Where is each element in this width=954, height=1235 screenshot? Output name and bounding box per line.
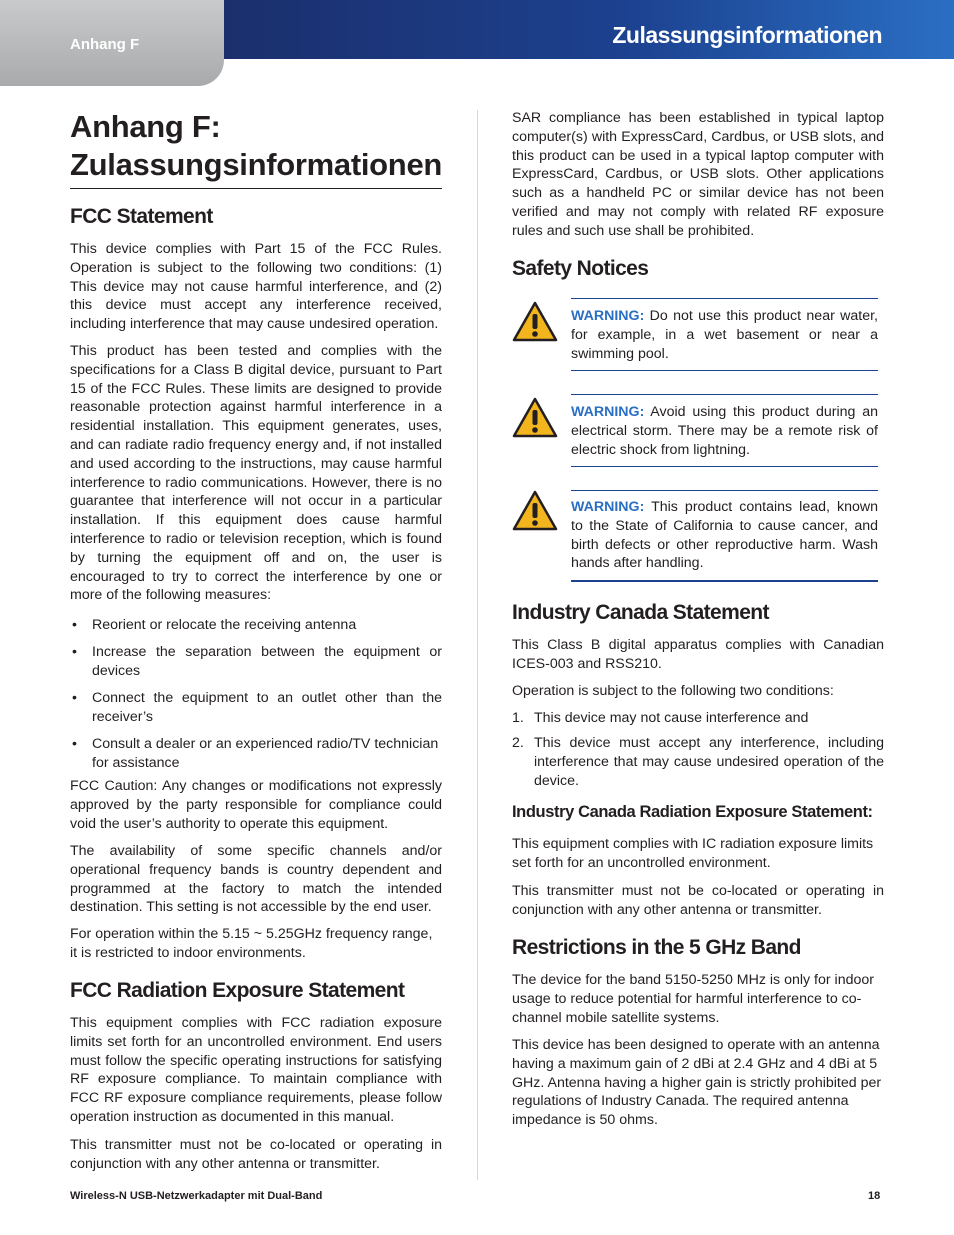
warning-bottom-rule	[571, 466, 878, 467]
list-item: • Increase the separation between the equipment or devices	[70, 643, 442, 681]
header-title-bar	[224, 0, 954, 59]
warning-message: This product contains lead, known to the State of California to cause cancer, and birth defects or other reproductive harm. Wash hands after handling.	[571, 499, 878, 572]
fcc-caution: FCC Caution: Any changes or modifications not expressly approved by the party responsible for compliance could void the user’s authority to operate this equipment.	[70, 778, 442, 832]
ic-radiation-paragraph-1: This equipment complies with IC radiation exposure limits set forth for an uncontrolled environment.	[512, 836, 874, 871]
ic-radiation-heading: Industry Canada Radiation Exposure Statement:	[512, 803, 873, 821]
warning-notice-3	[512, 490, 878, 582]
sar-paragraph: SAR compliance has been established in typical laptop computer(s) with ExpressCard, Cardbus, or USB slots, and this product can be used in a typical laptop computer with ExpressCard, Cardbus, or USB slots. Other applications such as a handheld PC or similar device has not been verified and may not comply with related RF exposure rules and such use shall be prohibited.	[512, 110, 884, 239]
warning-top-rule	[571, 394, 878, 395]
header-section-label: Anhang F	[70, 36, 140, 53]
warning-text-2	[571, 403, 878, 459]
band-paragraph-2: This device has been designed to operate with an antenna having a maximum gain of 2 dBi at 2.4 GHz and 4 dBi at 5 GHz. Antenna having a higher gain is strictly prohibited per regulations of Industry Canada. The required antenna impedance is 50 ohms.	[512, 1037, 882, 1129]
warning-message: Avoid using this product during an electrical storm. There may be a remote risk of electric shock from lightning.	[571, 404, 878, 458]
fcc-statement-heading: FCC Statement	[70, 205, 213, 228]
warning-label: WARNING:	[571, 308, 645, 324]
warning-text-1	[571, 307, 878, 363]
page-title: Anhang F: Zulassungsinformationen	[70, 108, 442, 189]
list-item: • Consult a dealer or an experienced radio/TV technician for assistance	[70, 735, 442, 773]
warning-triangle-icon	[512, 301, 558, 343]
item-number: 2.	[512, 735, 524, 751]
warning-label: WARNING:	[571, 499, 645, 515]
radiation-paragraph-1: This equipment complies with FCC radiation exposure limits set forth for an uncontrolled environment. End users must follow the specific operating instructions for satisfying RF exposure compliance. To maintain compliance with FCC RF exposure compliance requirements, please follow operation instruction as documented in this manual.	[70, 1015, 442, 1125]
fcc-radiation-heading: FCC Radiation Exposure Statement	[70, 979, 405, 1002]
fcc-paragraph-2: This product has been tested and complies with the specifications for a Class B digital device, pursuant to Part 15 of the FCC Rules. These limits are designed to provide reasonable protection against harmful interference in a residential installation. This equipment generates, uses, and can radiate radio frequency energy and, if not installed and used according to the instructions, may cause harmful interference to radio communications. However, there is no guarantee that interference will not occur in a particular installation. If this equipment does cause harmful interference to radio or television reception, which is found by turning the equipment off and on, the user is encouraged to try to correct the interference by one or more of the following measures:	[70, 343, 442, 604]
item-text: This device may not cause interference and	[534, 710, 809, 726]
radiation-paragraph-2: This transmitter must not be co-located or operating in conjunction with any other antenna or transmitter.	[70, 1137, 442, 1172]
column-divider	[477, 110, 478, 1180]
warning-bottom-rule	[571, 580, 878, 582]
header-section-tab	[0, 0, 224, 86]
warning-message: Do not use this product near water, for example, in a wet basement or near a swimming pool.	[571, 308, 878, 362]
list-item: • Connect the equipment to an outlet other than the receiver’s	[70, 689, 442, 727]
safety-notices-heading: Safety Notices	[512, 257, 649, 280]
ic-paragraph-2: Operation is subject to the following two conditions:	[512, 683, 834, 699]
fcc-paragraph-1: This device complies with Part 15 of the FCC Rules. Operation is subject to the following two conditions: (1) This device may not cause harmful interference, and (2) this device must accept any interference received, including interference that may cause undesired operation.	[70, 241, 442, 333]
item-number: 1.	[512, 710, 524, 726]
warning-text-3	[571, 498, 878, 573]
warning-top-rule	[571, 490, 878, 491]
footer-product-name: Wireless-N USB-Netzwerkadapter mit Dual-Band	[70, 1190, 323, 1202]
ic-radiation-paragraph-2: This transmitter must not be co-located or operating in conjunction with any other antenna or transmitter.	[512, 883, 884, 918]
warning-bottom-rule	[571, 370, 878, 371]
warning-top-rule	[571, 298, 878, 299]
list-item: • Reorient or relocate the receiving antenna	[70, 616, 442, 635]
page-number: 18	[868, 1190, 881, 1202]
numbered-item-1	[512, 709, 884, 728]
warning-label: WARNING:	[571, 404, 645, 420]
header-title: Zulassungsinformationen	[612, 22, 882, 48]
band-paragraph-1: The device for the band 5150-5250 MHz is only for indoor usage to reduce potential for harmful interference to co-channel mobile satellite systems.	[512, 972, 874, 1026]
warning-notice-1	[512, 298, 878, 372]
availability-paragraph: The availability of some specific channels and/or operational frequency bands is country dependent and programmed at the factory to match the intended destination. This setting is not accessible by the end user.	[70, 843, 442, 916]
warning-triangle-icon	[512, 397, 558, 439]
band-restrictions-heading: Restrictions in the 5 GHz Band	[512, 936, 801, 959]
indoor-paragraph: For operation within the 5.15 ~ 5.25GHz frequency range, it is restricted to indoor environments.	[70, 926, 433, 961]
industry-canada-heading: Industry Canada Statement	[512, 601, 769, 624]
warning-notice-2	[512, 394, 878, 468]
ic-paragraph-1: This Class B digital apparatus complies with Canadian ICES-003 and RSS210.	[512, 637, 884, 672]
numbered-item-2	[512, 734, 884, 790]
warning-triangle-icon	[512, 490, 558, 532]
item-text: This device must accept any interference, including interference that may cause undesired operation of the device.	[534, 735, 884, 789]
